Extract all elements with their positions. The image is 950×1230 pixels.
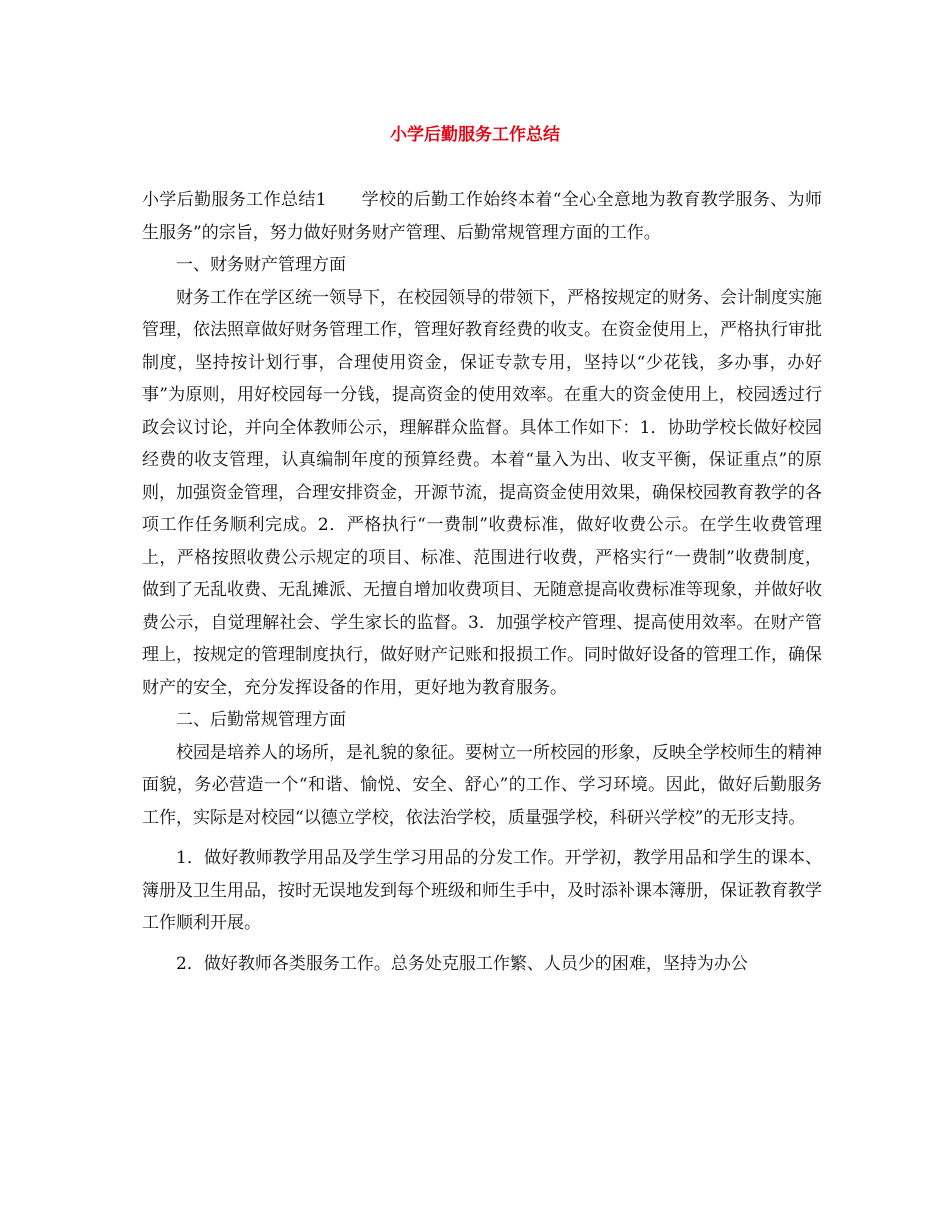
document-body <box>142 184 822 980</box>
logistics-paragraph: 校园是培养人的场所，是礼貌的象征。要树立一所校园的形象，反映全学校师生的精神面貌，务必营造一个“和谐、愉悦、安全、舒心”的工作、学习环境。因此，做好后勤服务工作，实际是对校园“以德立学校，依法治学校，质量强学校，科研兴学校”的无形支持。 <box>142 742 822 828</box>
section-heading-finance: 一、财务财产管理方面 <box>176 255 346 275</box>
item-paragraph-2: 2．做好教师各类服务工作。总务处克服工作繁、人员少的困难，坚持为办公 <box>176 953 748 974</box>
intro-paragraph: 小学后勤服务工作总结1 学校的后勤工作始终本着“全心全意地为教育教学服务、为师生服务”的宗旨，努力做好财务财产管理、后勤常规管理方面的工作。 <box>142 190 822 243</box>
document-title: 小学后勤服务工作总结 <box>390 125 560 145</box>
finance-paragraph: 财务工作在学区统一领导下，在校园领导的带领下，严格按规定的财务、会计制度实施管理，依法照章做好财务管理工作，管理好教育经费的收支。在资金使用上，严格执行审批制度，坚持按计划行事，合理使用资金，保证专款专用，坚持以“少花钱，多办事，办好事”为原则，用好校园每一分钱，提高资金的使用效率。在重大的资金使用上，校园透过行政会议讨论，并向全体教师公示，理解群众监督。具体工作如下：1．协助学校长做好校园经费的收支管理，认真编制年度的预算经费。本着“量入为出、收支平衡，保证重点”的原则，加强资金管理，合理安排资金，开源节流，提高资金使用效果，确保校园教育教学的各项工作任务顺利完成。2．严格执行“一费制”收费标准，做好收费公示。在学生收费管理上，严格按照收费公示规定的项目、标准、范围进行收费，严格实行“一费制”收费制度，做到了无乱收费、无乱摊派、无擅自增加收费项目、无随意提高收费标准等现象，并做好收费公示，自觉理解社会、学生家长的监督。3．加强学校产管理、提高使用效率。在财产管理上，按规定的管理制度执行，做好财产记账和报损工作。同时做好设备的管理工作，确保财产的安全，充分发挥设备的作用，更好地为教育服务。 <box>142 287 822 698</box>
item-paragraph-1: 1．做好教师教学用品及学生学习用品的分发工作。开学初，教学用品和学生的课本、簿册及卫生用品，按时无误地发到每个班级和师生手中，及时添补课本簿册，保证教育教学工作顺利开展。 <box>142 848 822 933</box>
section-heading-logistics: 二、后勤常规管理方面 <box>176 710 346 730</box>
